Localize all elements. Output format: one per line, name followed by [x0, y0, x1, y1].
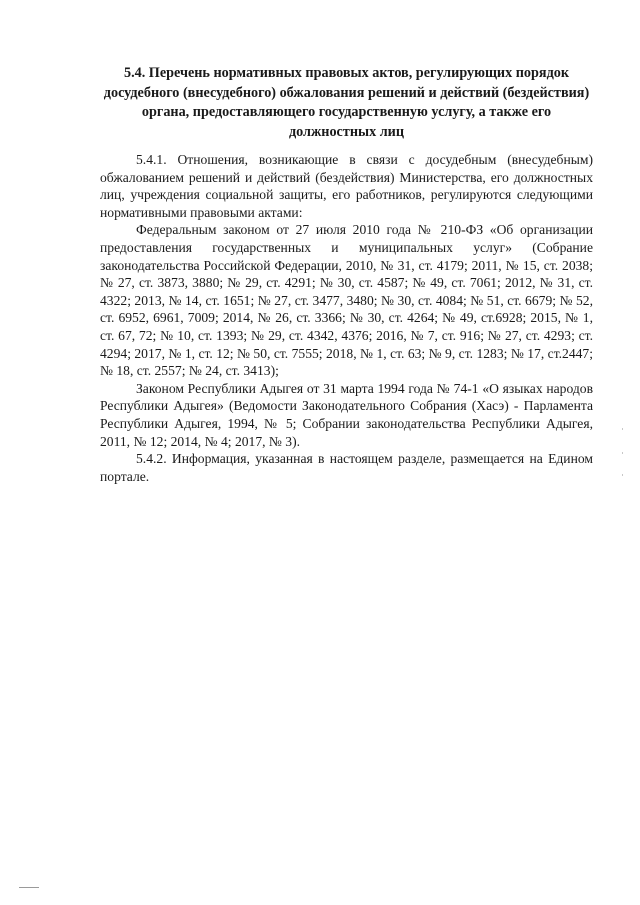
paragraph-5-4-2: 5.4.2. Информация, указанная в настоящем разделе, размещается на Едином портале. [100, 451, 593, 484]
paragraph-5-4-1: 5.4.1. Отношения, возникающие в связи с досудебным (внесудебным) обжалованием решений и действий (бездействия) Министерства, его должностных лиц, учреждения социальной защиты, его работников, регулируются следующими нормативными правовыми актами: [100, 152, 593, 220]
footer-mark [19, 887, 39, 888]
paragraph-federal-law: Федеральным законом от 27 июля 2010 года № 210-ФЗ «Об организации предоставления государственных и муниципальных услуг» (Собрание законодательства Российской Федерации, 2010, № 31, ст. 4179; 2011, № 15, ст. 2038; № 27, ст. 3873, 3880; № 29, ст. 4291; № 30, ст. 4587; № 49, ст. 7061; 2012, № 31, ст. 4322; 2013, № 14, ст. 1651; № 27, ст. 3477, 3480; № 30, ст. 4084; № 51, ст. 6679; № 52, ст. 6952, 6961, 7009; 2014, № 26, ст. 3366; № 30, ст. 4264; № 49, ст.6928; 2015, № 1, ст. 67, 72; № 10, ст. 1393; № 29, ст. 4342, 4376; 2016, № 7, ст. 916; № 27, ст. 4293; ст. 4294; 2017, № 1, ст. 12; № 50, ст. 7555; 2018, № 1, ст. 63; № 9, ст. 1283; № 17, ст.2447; № 18, ст. 2557; № 24, ст. 3413); [100, 222, 593, 379]
scan-speck [622, 452, 623, 454]
section-body [100, 151, 593, 485]
scan-speck [622, 474, 623, 476]
scan-speck [622, 428, 623, 430]
section-heading: 5.4. Перечень нормативных правовых актов, регулирующих порядок досудебного (внесудебного) обжалования решений и действий (бездействия) органа, предоставляющего государственную услугу, а также его должностных лиц [103, 65, 590, 140]
paragraph-regional-law: Законом Республики Адыгея от 31 марта 1994 года № 74-1 «О языках народов Республики Адыгея» (Ведомости Законодательного Собрания (Хасэ) - Парламента Республики Адыгея, 1994, № 5; Собрании законодательства Республики Адыгея, 2011, № 12; 2014, № 4; 2017, № 3). [100, 380, 593, 449]
